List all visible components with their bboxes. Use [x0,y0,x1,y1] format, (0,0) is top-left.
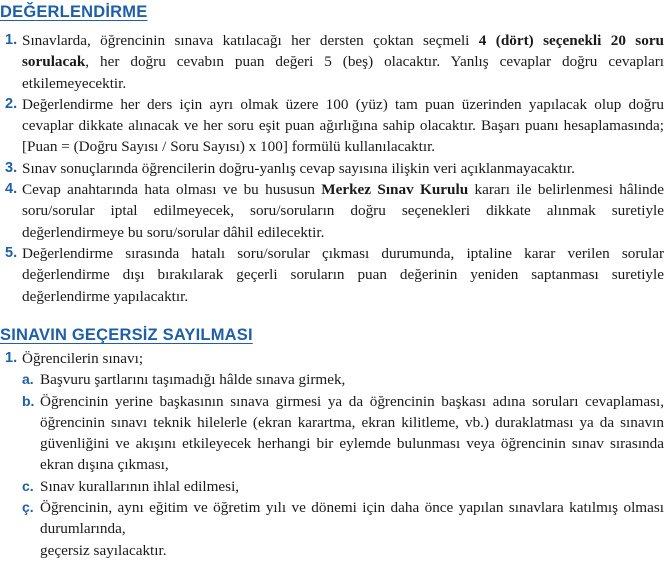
list-item-tail [0,540,664,561]
item-text: Değerlendirme her ders için ayrı olmak üzere 100 (yüz) tam puan üzerinden yapılacak olup doğru cevaplar dikkate alınacak ve her soru eşit puan ağırlığına sahip olacaktır. Başarı puanı hesaplamasında; [Puan = (Doğru Sayısı / Soru Sayısı) x 100] formülü kullanılacaktır. [22,95,664,156]
invalidation-list [0,348,664,561]
item-text: Sınav sonuçlarında öğrencilerin doğru-yanlış cevap sayısına ilişkin veri açıklanmayacaktır. [22,159,575,177]
sub-item-letter: a. [22,371,34,388]
item-text: Öğrencilerin sınavı; [22,350,144,367]
evaluation-list [0,30,664,307]
item-text-bold: Merkez Sınav Kurulu [321,181,469,199]
item-number: 1. [5,350,18,366]
item-number: 2. [5,95,18,112]
sub-item-letter: b. [22,392,35,409]
item-text: Sınavlarda, öğrencinin sınava katılacağı her dersten çoktan seçmeli [22,32,479,49]
section-title-sinavin-gecersiz-sayilmasi: SINAVIN GEÇERSİZ SAYILMASI [0,326,253,344]
sub-item-letter: c. [22,477,34,494]
sub-list-item [0,369,664,390]
item-text: , her doğru cevabın puan değeri 5 (beş) olacaktır. Yanlış cevaplar doğru cevapları etkilemeyecektir. [22,53,664,92]
item-text: kararı ile belirlenmesi hâlinde soru/sorular iptal edilmeyecek, soru/soruların doğru seçenekleri dikkate alınmak suretiyle değerlendirmeye bu soru/sorular dâhil edilecektir. [22,181,664,241]
list-item [0,94,664,158]
item-number: 3. [5,159,18,176]
sub-item-text: Sınav kurallarının ihlal edilmesi, [40,477,240,495]
list-item [0,243,664,307]
sub-item-text: Öğrencinin, aynı eğitim ve öğretim yılı ve dönemi için daha önce yapılan sınavlara katılmış olması durumlarında, [40,499,664,538]
item-text-bold: 4 (dört) seçenekli 20 soru sorulacak [22,32,665,71]
sub-list-item [0,497,664,540]
sub-list-item [0,391,664,476]
tail-text: geçersiz sayılacaktır. [40,541,167,559]
list-item [0,348,664,369]
sub-item-text: Öğrencinin yerine başkasının sınava girmesi ya da öğrencinin başkası adına soruları cevaplaması, öğrencinin sınavı teknik hilelerle (ekran karartma, ekran kilitleme, vb.) duraklatması ya da sınavın güvenliğini ve akışını etkileyecek herhangi bir eylemde bulunması veya öğrencinin sınav sırasında ekran dışına çıkması, [40,392,664,474]
item-text: Değerlendirme sırasında hatalı soru/sorular çıkması durumunda, iptaline karar verilen sorular değerlendirme dışı bırakılarak geçerli soruların puan değerinin yeniden saptanması suretiyle değerlendirme yapılacaktır. [22,244,664,305]
sub-item-text: Başvuru şartlarını taşımadığı hâlde sınava girmek, [40,371,346,389]
item-number: 1. [5,32,18,48]
sub-item-letter: ç. [22,499,34,516]
sub-list-item [0,476,664,497]
list-item [0,179,664,243]
item-text: Cevap anahtarında hata olması ve bu hususun [22,181,322,199]
list-item [0,30,664,94]
item-number: 5. [5,244,18,261]
item-number: 4. [5,181,18,198]
list-item [0,158,664,179]
section-title-degerlendirme: DEĞERLENDİRME [0,3,148,21]
